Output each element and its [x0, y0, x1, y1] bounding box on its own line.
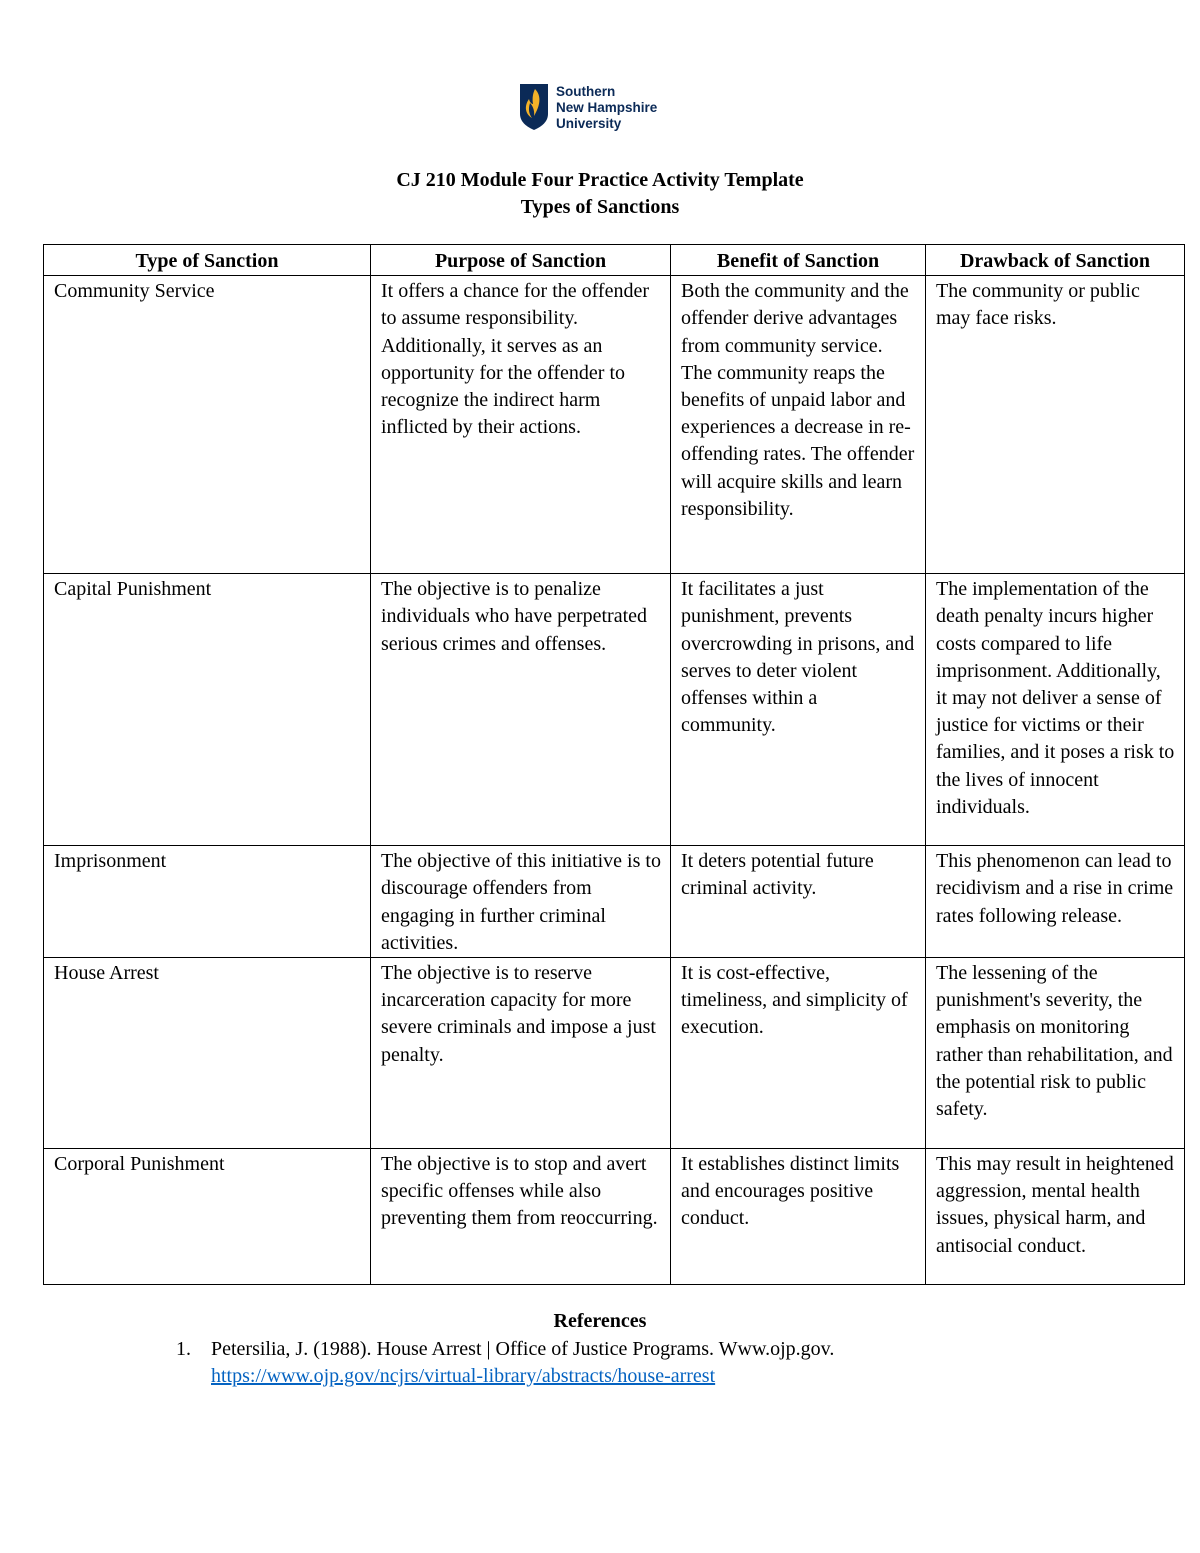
sanctions-table [43, 244, 1185, 1285]
table-row [44, 1149, 1185, 1285]
cell-purpose: It offers a chance for the offender to assume responsibility. Additionally, it serves as an opportunity for the offender to recognize the indirect harm inflicted by their actions. [371, 276, 671, 574]
cell-type: House Arrest [44, 958, 371, 1149]
cell-purpose: The objective of this initiative is to discourage offenders from engaging in further criminal activities. [371, 846, 671, 958]
logo-line-2: New Hampshire [556, 100, 658, 115]
reference-text: Petersilia, J. (1988). House Arrest | Office of Justice Programs. Www.ojp.gov. [211, 1338, 835, 1360]
references-heading: References [553, 1310, 647, 1332]
reference-link[interactable]: https://www.ojp.gov/ncjrs/virtual-library/abstracts/house-arrest [211, 1365, 716, 1387]
cell-purpose: The objective is to penalize individuals who have perpetrated serious crimes and offenses. [371, 574, 671, 846]
column-header-drawback: Drawback of Sanction [926, 245, 1185, 276]
table-row [44, 276, 1185, 574]
reference-number: 1. [176, 1338, 191, 1360]
cell-drawback: The community or public may face risks. [926, 276, 1185, 574]
cell-purpose: The objective is to reserve incarceration capacity for more severe criminals and impose a just penalty. [371, 958, 671, 1149]
column-header-purpose: Purpose of Sanction [371, 245, 671, 276]
logo-line-3: University [556, 116, 622, 131]
document-title-block [0, 167, 1200, 221]
cell-drawback: This may result in heightened aggression, mental health issues, physical harm, and antisocial conduct. [926, 1149, 1185, 1285]
cell-drawback: The lessening of the punishment's severity, the emphasis on monitoring rather than rehabilitation, and the potential risk to public safety. [926, 958, 1185, 1149]
cell-benefit: It deters potential future criminal activity. [671, 846, 926, 958]
university-logo [520, 84, 657, 132]
reference-item [176, 1336, 1156, 1390]
logo-line-1: Southern [556, 84, 616, 99]
logo-wordmark [556, 84, 657, 132]
document-title: CJ 210 Module Four Practice Activity Template [396, 169, 804, 191]
shield-flame-icon [520, 84, 548, 130]
references-list [176, 1336, 1156, 1390]
cell-type: Capital Punishment [44, 574, 371, 846]
cell-benefit: It is cost-effective, timeliness, and simplicity of execution. [671, 958, 926, 1149]
cell-type: Community Service [44, 276, 371, 574]
table-row [44, 574, 1185, 846]
table-row [44, 958, 1185, 1149]
cell-benefit: It facilitates a just punishment, prevents overcrowding in prisons, and serves to deter violent offenses within a community. [671, 574, 926, 846]
cell-type: Imprisonment [44, 846, 371, 958]
cell-type: Corporal Punishment [44, 1149, 371, 1285]
table-header-row [44, 245, 1185, 276]
document-subtitle: Types of Sanctions [520, 196, 680, 218]
cell-purpose: The objective is to stop and avert specific offenses while also preventing them from reoccurring. [371, 1149, 671, 1285]
column-header-benefit: Benefit of Sanction [671, 245, 926, 276]
column-header-type: Type of Sanction [44, 245, 371, 276]
cell-benefit: Both the community and the offender derive advantages from community service. The community reaps the benefits of unpaid labor and experiences a decrease in re-offending rates. The offender will acquire skills and learn responsibility. [671, 276, 926, 574]
cell-benefit: It establishes distinct limits and encourages positive conduct. [671, 1149, 926, 1285]
cell-drawback: This phenomenon can lead to recidivism and a rise in crime rates following release. [926, 846, 1185, 958]
table-row [44, 846, 1185, 958]
cell-drawback: The implementation of the death penalty incurs higher costs compared to life imprisonment. Additionally, it may not deliver a sense of justice for victims or their families, and it poses a risk to the lives of innocent individuals. [926, 574, 1185, 846]
